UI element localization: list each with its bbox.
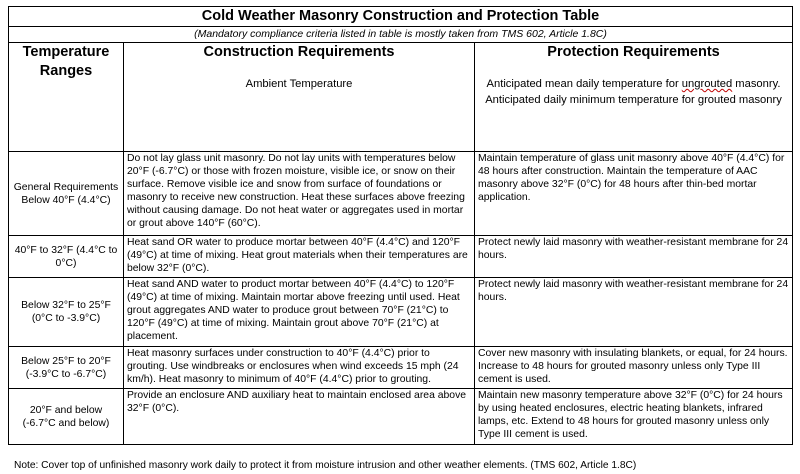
table-row bbox=[9, 389, 793, 445]
protection-sub-flagged-word: ungrouted bbox=[681, 78, 733, 90]
temperature-range-cell: General Requirements Below 40°F (4.4°C) bbox=[9, 152, 124, 236]
temperature-range-cell: Below 32°F to 25°F (0°C to -3.9°C) bbox=[9, 278, 124, 347]
temperature-header bbox=[9, 43, 124, 152]
protection-requirement-cell: Protect newly laid masonry with weather-resistant membrane for 24 hours. bbox=[475, 278, 793, 347]
protection-sub-after: masonry. Anticipated daily minimum temperature for grouted masonry bbox=[485, 78, 782, 106]
protection-header-sub bbox=[478, 76, 789, 108]
temperature-range-cell: 20°F and below (-6.7°C and below) bbox=[9, 389, 124, 445]
protection-sub-before: Anticipated mean daily temperature for bbox=[486, 78, 682, 90]
cold-weather-masonry-table bbox=[8, 6, 793, 445]
construction-requirement-cell: Heat sand OR water to produce mortar between 40°F (4.4°C) and 120°F (49°C) at time of mixing. Heat grout materials when their temperatures are below 32°F (0°C). bbox=[124, 236, 475, 278]
temperature-header-label: Temperature Ranges bbox=[22, 44, 110, 79]
protection-requirement-cell: Protect newly laid masonry with weather-resistant membrane for 24 hours. bbox=[475, 236, 793, 278]
table-row bbox=[9, 152, 793, 236]
construction-requirement-cell: Heat sand AND water to product mortar between 40°F (4.4°C) to 120°F (49°C) at time of mixing. Maintain mortar above freezing until used. Heat grout aggregates AND water to produce grout between 70°F (21°C) to 120°F (49°C) at time of mixing. Maintain grout above 70°F (21°C) at placement. bbox=[124, 278, 475, 347]
table-title: Cold Weather Masonry Construction and Protection Table bbox=[9, 7, 793, 27]
footnote: Note: Cover top of unfinished masonry work daily to protect it from moisture intrusion and other weather elements. (TMS 602, Article 1.8C) bbox=[14, 460, 637, 471]
protection-requirement-cell: Maintain new masonry temperature above 32°F (0°C) for 24 hours by using heated enclosures, electric heating blankets, infrared lamps, etc. Extend to 48 hours for grouted masonry unless only Type III cement is used. bbox=[475, 389, 793, 445]
table-row bbox=[9, 347, 793, 389]
table-row bbox=[9, 236, 793, 278]
protection-requirement-cell: Cover new masonry with insulating blankets, or equal, for 24 hours. Increase to 48 hours for grouted masonry unless only Type III cement is used. bbox=[475, 347, 793, 389]
construction-requirement-cell: Heat masonry surfaces under construction to 40°F (4.4°C) prior to grouting. Use windbreaks or enclosures when wind exceeds 15 mph (24 km/h). Heat masonry to minimum of 40°F (4.4°C) prior to grouting. bbox=[124, 347, 475, 389]
protection-header-label: Protection Requirements bbox=[547, 44, 720, 60]
construction-requirement-cell: Do not lay glass unit masonry. Do not lay units with temperatures below 20°F (-6.7°C) or those with frozen moisture, visible ice, or snow on their surface. Remove visible ice and snow from surface of foundations or masonry to receive new construction. Heat these surfaces above freezing without causing damage. Do not heat water or aggregates used in mortar or grout above 140°F (60°C). bbox=[124, 152, 475, 236]
subtitle-row bbox=[9, 27, 793, 43]
table-row bbox=[9, 278, 793, 347]
construction-requirement-cell: Provide an enclosure AND auxiliary heat to maintain enclosed area above 32°F (0°C). bbox=[124, 389, 475, 445]
construction-header-sub: Ambient Temperature bbox=[245, 78, 353, 90]
table-subtitle: (Mandatory compliance criteria listed in table is mostly taken from TMS 602, Article 1.8C) bbox=[9, 27, 793, 43]
construction-header bbox=[124, 43, 475, 152]
protection-requirement-cell: Maintain temperature of glass unit masonry above 40°F (4.4°C) for 48 hours after construction. Maintain the temperature of AAC masonry above 32°F (0°C) for 48 hours after thin-bed mortar application. bbox=[475, 152, 793, 236]
protection-header bbox=[475, 43, 793, 152]
title-row bbox=[9, 7, 793, 27]
temperature-range-cell: 40°F to 32°F (4.4°C to 0°C) bbox=[9, 236, 124, 278]
temperature-range-cell: Below 25°F to 20°F (-3.9°C to -6.7°C) bbox=[9, 347, 124, 389]
construction-header-label: Construction Requirements bbox=[203, 44, 395, 60]
header-row bbox=[9, 43, 793, 152]
